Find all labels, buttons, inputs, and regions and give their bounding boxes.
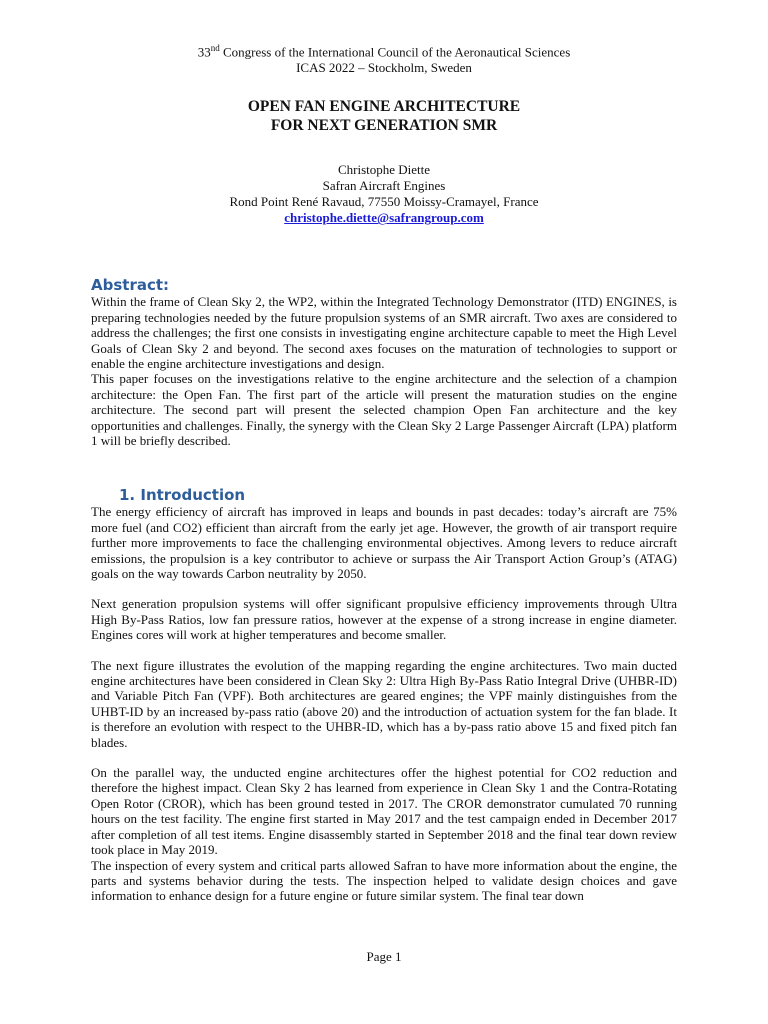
author-block (91, 162, 677, 226)
title-line-2: FOR NEXT GENERATION SMR (270, 117, 498, 135)
congress-number: 33 (197, 44, 211, 60)
introduction-paragraph-4: On the parallel way, the unducted engine architectures offer the highest potential for CO2 reduction and therefore the highest impact. Clean Sky 2 has learned from experience in Clean Sky 1 and the Contra-Rotating Open Rotor (CROR), which has been ground tested in 2017. The CROR demonstrator cumulated 70 running hours on the test facility. The engine first started in May 2017 and the test campaign ended in December 2017 after completion of all test items. Engine disassembly started in September 2018 and the final tear down review took place in May 2019. (91, 765, 677, 858)
paper-title (91, 97, 677, 135)
abstract-paragraph-1: Within the frame of Clean Sky 2, the WP2, within the Integrated Technology Demonstrator (ITD) ENGINES, is preparing technologies needed by the future propulsion systems of an SMR aircraft. Two axes are considered to address the challenges; the first one consists in investigating engine architecture capable to meet the High Level Goals of Clean Sky 2 and beyond. The second axes focuses on the maturation of technologies to support or enable the engine architecture investigations and design. (91, 294, 677, 371)
congress-title: Congress of the International Council of the Aeronautical Sciences (219, 44, 571, 60)
introduction-paragraph-5: The inspection of every system and critical parts allowed Safran to have more information about the engine, the parts and systems behavior during the tests. The inspection helped to validate design choices and gave information to enhance design for a future engine or future similar system. The final tear down (91, 857, 677, 904)
introduction-paragraph-3: The next figure illustrates the evolution of the mapping regarding the engine architectures. Two main ducted engine architectures have been considered in Clean Sky 2: Ultra High By-Pass Ratio Integral Drive (UHBR-ID) and Variable Pitch Fan (VPF). Both architectures are geared engines; the VPF mainly distinguishes from the UHBT-ID by an increased by-pass ratio (above 20) and the introduction of actuation system for the fan blade. It is therefore an evolution with respect to the UHBR-ID, which has a by-pass ratio above 15 and fixed pitch fan blades. (91, 657, 677, 750)
author-address: Rond Point René Ravaud, 77550 Moissy-Cramayel, France (229, 194, 539, 210)
author-affiliation: Safran Aircraft Engines (322, 178, 446, 194)
author-email-link[interactable]: christophe.diette@safrangroup.com (284, 210, 484, 226)
title-line-1: OPEN FAN ENGINE ARCHITECTURE (247, 98, 521, 116)
page-number: Page 1 (366, 949, 402, 964)
introduction-paragraph-2: Next generation propulsion systems will offer significant propulsive efficiency improvements through Ultra High By-Pass Ratios, low fan pressure ratios, however at the expense of a strong increase in engine diameter. Engines cores will work at higher temperatures and become smaller. (91, 596, 677, 643)
abstract-paragraph-2: This paper focuses on the investigations relative to the engine architecture and the selection of a champion architecture: the Open Fan. The first part of the article will present the maturation studies on the engine architecture. The second part will present the selected champion Open Fan architecture and the key opportunities and challenges. Finally, the synergy with the Clean Sky 2 Large Passenger Aircraft (LPA) platform 1 will be briefly described. (91, 371, 677, 448)
conference-name (91, 40, 677, 60)
abstract-heading: Abstract: (91, 276, 170, 295)
congress-ordinal: nd (210, 43, 220, 53)
introduction-heading: 1. Introduction (119, 486, 246, 505)
conference-location: ICAS 2022 – Stockholm, Sweden (296, 60, 472, 76)
author-name: Christophe Diette (337, 162, 431, 178)
paper-page (91, 40, 677, 904)
introduction-paragraph-1: The energy efficiency of aircraft has improved in leaps and bounds in past decades: today’s aircraft are 75% more fuel (and CO2) efficient than aircraft from the early jet age. However, the growth of air transport require further more improvements to face the challenging environmental objectives. Among levers to reduce aircraft emissions, the propulsion is a key contributor to achieve or surpass the Air Transport Action Group’s (ATAG) goals on the way towards Carbon neutrality by 2050. (91, 504, 677, 582)
